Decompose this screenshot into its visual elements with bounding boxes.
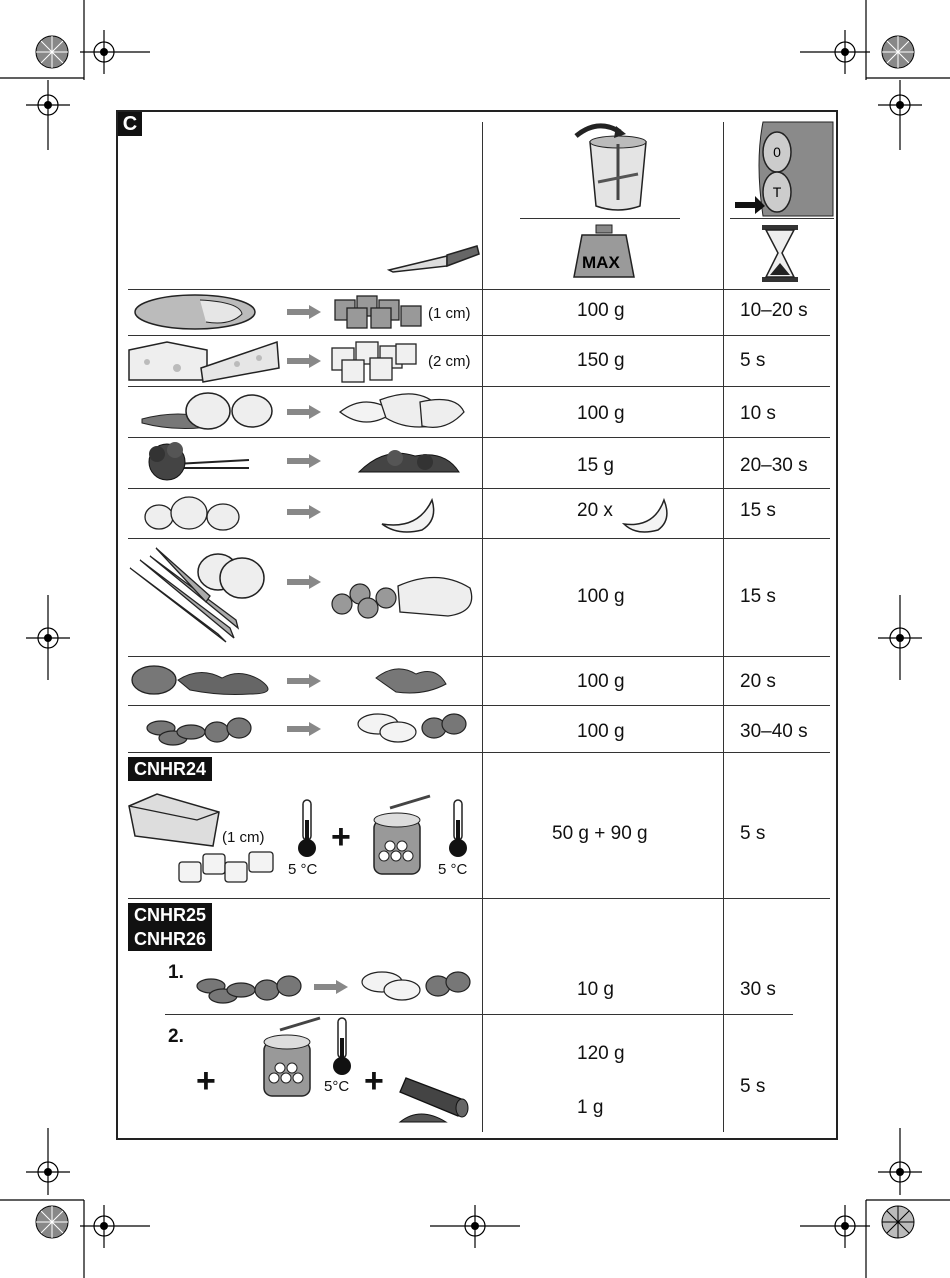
- row-4-time: 20–30 s: [740, 455, 808, 476]
- step-2-label: 2.: [168, 1026, 184, 1047]
- step-2-amount-b: 1 g: [577, 1097, 604, 1118]
- plus-icon: +: [196, 1062, 216, 1100]
- row-4-amount: 15 g: [577, 455, 614, 476]
- row-divider: [128, 705, 830, 706]
- model-badge-cnhr25: CNHR25: [128, 903, 212, 927]
- cnhr24-time: 5 s: [740, 823, 766, 844]
- row-divider: [128, 335, 830, 336]
- step-1-amount: 10 g: [577, 979, 614, 1000]
- col-divider-2: [723, 122, 724, 1132]
- row-divider: [128, 386, 830, 387]
- row-5-amount: 20 x: [577, 500, 613, 521]
- row-7-amount: 100 g: [577, 671, 625, 692]
- plus-icon: +: [364, 1062, 384, 1100]
- cube-size-note: (1 cm): [428, 305, 471, 322]
- row-2-amount: 150 g: [577, 350, 625, 371]
- row-divider: [128, 656, 830, 657]
- step-1-time: 30 s: [740, 979, 776, 1000]
- cube-size-note: (1 cm): [222, 829, 265, 846]
- row-8-amount: 100 g: [577, 721, 625, 742]
- section-label: C: [118, 112, 142, 136]
- row-8-time: 30–40 s: [740, 721, 808, 742]
- temperature-label: 5°C: [324, 1078, 350, 1095]
- row-6-amount: 100 g: [577, 586, 625, 607]
- step-2-amount-a: 120 g: [577, 1043, 625, 1064]
- row-divider: [128, 488, 830, 489]
- model-badge-cnhr26: CNHR26: [128, 927, 212, 951]
- row-divider: [128, 898, 830, 899]
- svg-text:T: T: [772, 184, 782, 200]
- step-1-label: 1.: [168, 962, 184, 983]
- row-7-time: 20 s: [740, 671, 776, 692]
- row-3-amount: 100 g: [577, 403, 625, 424]
- plus-icon: +: [331, 818, 351, 856]
- row-divider: [165, 1014, 793, 1015]
- header-sub-divider: [520, 218, 680, 219]
- row-divider: [128, 538, 830, 539]
- header-sub-divider: [730, 218, 834, 219]
- model-badge-cnhr24: CNHR24: [128, 757, 212, 781]
- row-3-time: 10 s: [740, 403, 776, 424]
- step-2-time: 5 s: [740, 1076, 766, 1097]
- row-divider: [128, 752, 830, 753]
- cube-size-note: (2 cm): [428, 353, 471, 370]
- row-2-time: 5 s: [740, 350, 766, 371]
- row-1-time: 10–20 s: [740, 300, 808, 321]
- temperature-label: 5 °C: [288, 861, 318, 878]
- row-5-time: 15 s: [740, 500, 776, 521]
- row-divider: [128, 289, 830, 290]
- row-divider: [128, 437, 830, 438]
- max-label: MAX: [582, 253, 620, 272]
- temperature-label: 5 °C: [438, 861, 468, 878]
- row-6-time: 15 s: [740, 586, 776, 607]
- row-1-amount: 100 g: [577, 300, 625, 321]
- cnhr24-amount: 50 g + 90 g: [552, 823, 648, 844]
- svg-text:0: 0: [773, 144, 781, 160]
